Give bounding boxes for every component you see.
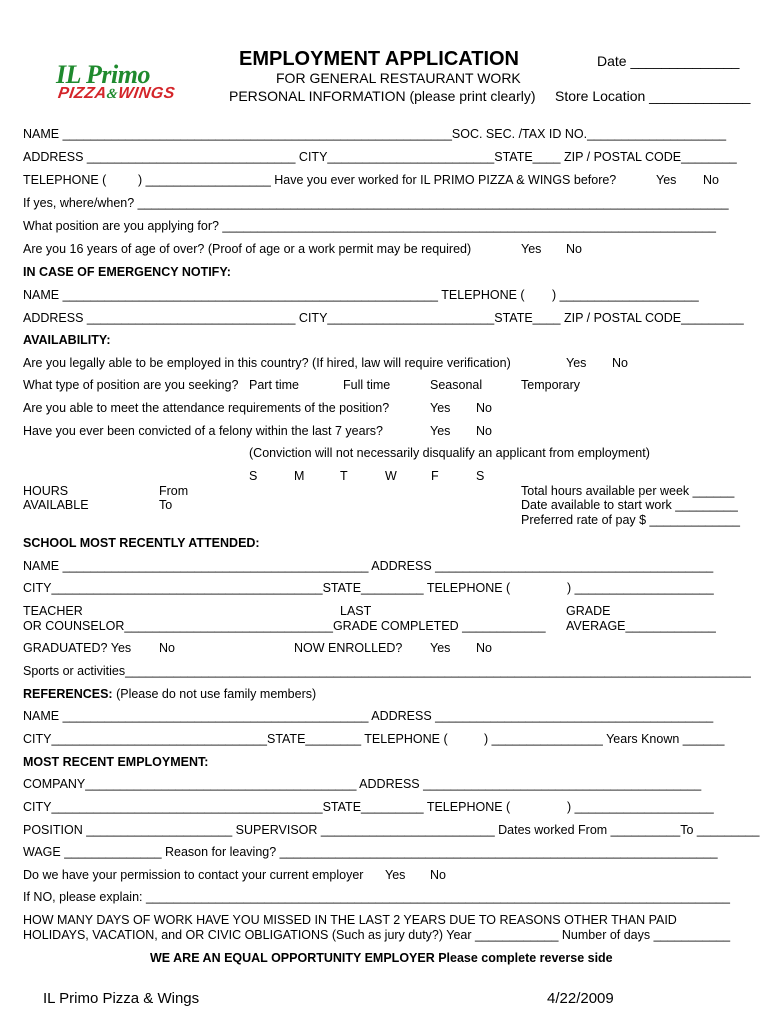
- age-no[interactable]: No: [566, 242, 582, 256]
- store-location-field[interactable]: Store Location _____________: [555, 88, 751, 104]
- contact-yes[interactable]: Yes: [385, 868, 406, 882]
- worked-before-yes[interactable]: Yes: [656, 173, 677, 187]
- counselor-grade-field[interactable]: OR COUNSELOR______________________________GRADE COMPLETED ____________: [23, 619, 546, 633]
- option-part-time[interactable]: Part time: [249, 378, 300, 392]
- available-label: AVAILABLE: [23, 498, 89, 512]
- enrolled-no[interactable]: No: [476, 641, 492, 655]
- contact-question: Do we have your permission to contact your current employer: [23, 868, 364, 882]
- attendance-no[interactable]: No: [476, 401, 492, 415]
- day-monday: M: [294, 469, 305, 483]
- day-tuesday: T: [340, 469, 348, 483]
- availability-heading: AVAILABILITY:: [23, 333, 111, 347]
- day-sunday: S: [249, 469, 258, 483]
- attendance-question: Are you able to meet the attendance requirements of the position?: [23, 401, 390, 415]
- equal-opportunity-notice: WE ARE AN EQUAL OPPORTUNITY EMPLOYER Please complete reverse side: [150, 951, 613, 965]
- option-seasonal[interactable]: Seasonal: [430, 378, 483, 392]
- teacher-label: TEACHER: [23, 604, 83, 618]
- position-type-question: What type of position are you seeking?: [23, 378, 239, 392]
- enrolled-yes[interactable]: Yes: [430, 641, 451, 655]
- day-friday: F: [431, 469, 439, 483]
- to-label: To: [159, 498, 173, 512]
- telephone-field[interactable]: ) __________________ Have you ever worked for IL PRIMO PIZZA & WINGS before?: [138, 173, 617, 187]
- sports-field[interactable]: Sports or activities__________________________________________________________________________________________: [23, 664, 751, 678]
- option-temporary[interactable]: Temporary: [521, 378, 581, 392]
- emergency-name-field[interactable]: NAME ______________________________________________________ TELEPHONE (: [23, 288, 525, 302]
- emergency-address-field[interactable]: ADDRESS ______________________________ CITY________________________STATE____ ZIP / POSTAL CODE_________: [23, 311, 744, 325]
- emergency-heading: IN CASE OF EMERGENCY NOTIFY:: [23, 265, 231, 279]
- position-supervisor-field[interactable]: POSITION _____________________ SUPERVISOR _________________________ Dates worked From __________To _________: [23, 823, 760, 837]
- employer-city-field[interactable]: CITY_______________________________________STATE_________ TELEPHONE (: [23, 800, 511, 814]
- emergency-telephone-field[interactable]: ) ____________________: [552, 288, 699, 302]
- legal-yes[interactable]: Yes: [566, 356, 587, 370]
- footer-date: 4/22/2009: [547, 990, 614, 1007]
- school-heading: SCHOOL MOST RECENTLY ATTENDED:: [23, 536, 260, 550]
- if-no-explain-field[interactable]: If NO, please explain: ____________________________________________________________________________________: [23, 890, 730, 904]
- start-date-field[interactable]: Date available to start work _________: [521, 498, 738, 512]
- subtitle-personal: PERSONAL INFORMATION (please print clearly): [229, 88, 536, 104]
- telephone-label: TELEPHONE (: [23, 173, 107, 187]
- missed-days-field[interactable]: HOLIDAYS, VACATION, and OR CIVIC OBLIGATIONS (Such as jury duty?) Year ____________ Number of days ___________: [23, 928, 731, 942]
- employment-heading: MOST RECENT EMPLOYMENT:: [23, 755, 209, 769]
- contact-no[interactable]: No: [430, 868, 446, 882]
- references-heading: REFERENCES: (Please do not use family members): [23, 687, 317, 701]
- from-label: From: [159, 484, 189, 498]
- name-ssn-field[interactable]: NAME ________________________________________________________SOC. SEC. /TAX ID NO.____________________: [23, 127, 727, 141]
- felony-no[interactable]: No: [476, 424, 492, 438]
- enrolled-label: NOW ENROLLED?: [294, 641, 403, 655]
- grade-average-field[interactable]: AVERAGE_____________: [566, 619, 716, 633]
- wage-reason-field[interactable]: WAGE ______________ Reason for leaving? _______________________________________________________________: [23, 845, 718, 859]
- pay-rate-field[interactable]: Preferred rate of pay $ _____________: [521, 513, 740, 527]
- legal-no[interactable]: No: [612, 356, 628, 370]
- subtitle-general: FOR GENERAL RESTAURANT WORK: [276, 70, 521, 86]
- page-title: EMPLOYMENT APPLICATION: [239, 48, 519, 70]
- school-city-field[interactable]: CITY_______________________________________STATE_________ TELEPHONE (: [23, 581, 511, 595]
- logo-primo-text: IL Primo: [56, 60, 150, 89]
- option-full-time[interactable]: Full time: [343, 378, 391, 392]
- company-field[interactable]: COMPANY_______________________________________ ADDRESS ________________________________________: [23, 777, 702, 791]
- graduated-yes[interactable]: GRADUATED? Yes: [23, 641, 132, 655]
- reference-name-field[interactable]: NAME ____________________________________________ ADDRESS ________________________________________: [23, 709, 714, 723]
- attendance-yes[interactable]: Yes: [430, 401, 451, 415]
- address-field[interactable]: ADDRESS ______________________________ CITY________________________STATE____ ZIP / POSTAL CODE________: [23, 150, 737, 164]
- footer-company: IL Primo Pizza & Wings: [43, 990, 200, 1007]
- missed-days-question: HOW MANY DAYS OF WORK HAVE YOU MISSED IN THE LAST 2 YEARS DUE TO REASONS OTHER THAN PAID: [23, 913, 677, 927]
- last-label: LAST: [340, 604, 372, 618]
- employer-telephone-field[interactable]: ) ____________________: [567, 800, 714, 814]
- felony-note: (Conviction will not necessarily disqualify an applicant from employment): [249, 446, 650, 460]
- worked-before-no[interactable]: No: [703, 173, 719, 187]
- age-question: Are you 16 years of age of over? (Proof of age or a work permit may be required): [23, 242, 472, 256]
- age-yes[interactable]: Yes: [521, 242, 542, 256]
- felony-question: Have you ever been convicted of a felony within the last 7 years?: [23, 424, 383, 438]
- date-field[interactable]: Date ______________: [597, 53, 740, 69]
- hours-label: HOURS: [23, 484, 69, 498]
- reference-city-field[interactable]: CITY_______________________________STATE________ TELEPHONE (: [23, 732, 448, 746]
- position-applying-field[interactable]: What position are you applying for? _______________________________________________________________________: [23, 219, 717, 233]
- grade-label: GRADE: [566, 604, 611, 618]
- school-telephone-field[interactable]: ) ____________________: [567, 581, 714, 595]
- if-yes-field[interactable]: If yes, where/when? _____________________________________________________________________________________: [23, 196, 729, 210]
- legal-question: Are you legally able to be employed in this country? (If hired, law will require verification): [23, 356, 511, 370]
- graduated-no[interactable]: No: [159, 641, 175, 655]
- reference-telephone-field[interactable]: ) ________________ Years Known ______: [484, 732, 725, 746]
- school-name-field[interactable]: NAME ____________________________________________ ADDRESS ________________________________________: [23, 559, 714, 573]
- logo-pizza-text: PIZZA&WINGS: [56, 85, 177, 102]
- day-saturday: S: [476, 469, 485, 483]
- day-wednesday: W: [385, 469, 397, 483]
- total-hours-field[interactable]: Total hours available per week ______: [521, 484, 735, 498]
- felony-yes[interactable]: Yes: [430, 424, 451, 438]
